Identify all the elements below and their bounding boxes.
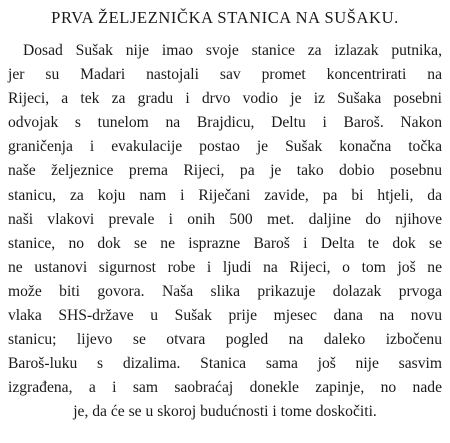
text-line: naše željeznice prema Rijeci, pa je tako dobio posebnu bbox=[8, 162, 442, 180]
text-line: izgrađena, a i sam saobraćaj donekle zapinje, no nade bbox=[8, 379, 442, 397]
text-line: stanicu, za koju nam i Riječani zavide, pa bi htjeli, da bbox=[8, 186, 442, 204]
document-page bbox=[8, 8, 442, 438]
text-line: ne ustanovi sigurnost robe i ljudi na Rijeci, o tom još ne bbox=[8, 258, 442, 276]
text-line: stanicu; lijevo se otvara pogled na daleko izbočenu bbox=[8, 331, 442, 349]
text-line: može biti govora. Naša slika prikazuje dolazak prvoga bbox=[8, 282, 442, 300]
article-body bbox=[8, 39, 442, 425]
text-line: vlaka SHS-države u Sušak prije mjesec dana na novu bbox=[8, 307, 442, 325]
article-title: PRVA ŽELJEZNIČKA STANICA NA SUŠAKU. bbox=[51, 8, 399, 27]
text-line: naši vlakovi prevale i onih 500 met. daljine do njihove bbox=[8, 210, 442, 228]
text-line: odvojak s tunelom na Brajdicu, Deltu i Baroš. Nakon bbox=[8, 114, 442, 132]
text-line: Rijeci, a tek za gradu i drvo vodio je iz Sušaka posebni bbox=[8, 90, 442, 108]
text-line: je, da će se u skoroj budućnosti i tome doskočiti. bbox=[73, 403, 377, 421]
text-line: stanice, no dok se ne isprazne Baroš i Delta te dok se bbox=[8, 234, 442, 252]
text-line: Dosad Sušak nije imao svoje stanice za izlazak putnika, bbox=[23, 42, 442, 59]
text-line: Baroš-luku s dizalima. Stanica sama još nije sasvim bbox=[8, 355, 442, 373]
text-line: jer su Madari nastojali sav promet koncentrirati na bbox=[8, 66, 442, 84]
text-line: graničenja i evakulacije postao je Sušak konačna točka bbox=[8, 138, 442, 156]
